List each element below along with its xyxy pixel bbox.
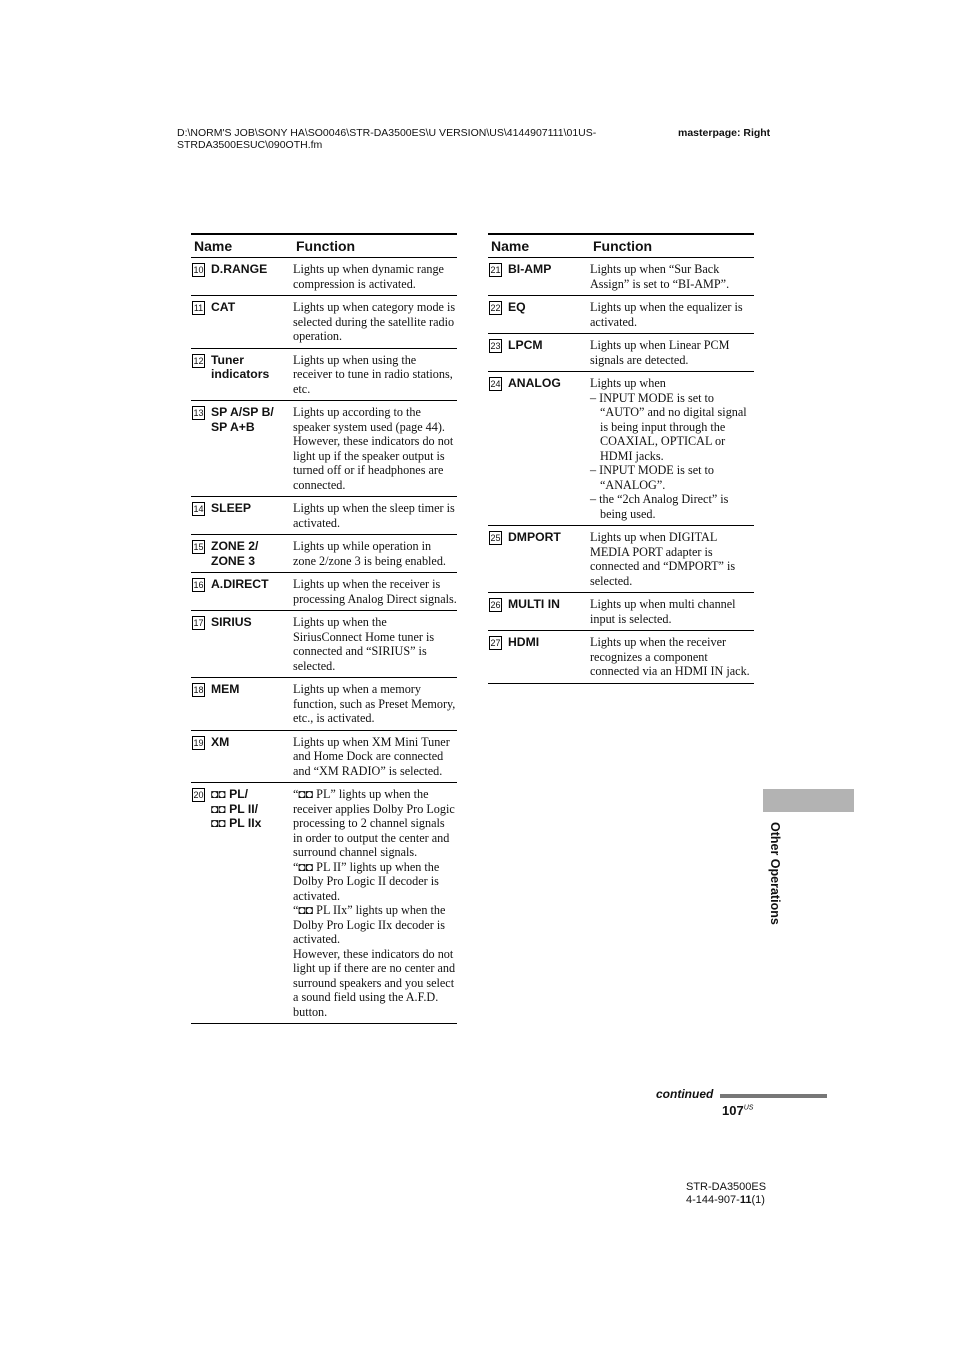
indicator-name: Tuner indicators: [211, 352, 270, 381]
indicator-name-cell: [488, 334, 590, 372]
indicator-name-cell: [191, 296, 293, 349]
item-number-badge: 17: [193, 618, 204, 628]
function-text: “◘◘ PL IIx” lights up when the Dolby Pro Logic IIx decoder is activated.: [293, 903, 446, 946]
item-number-badge: 22: [490, 303, 501, 313]
function-text: Lights up according to the speaker system used (page 44). However, these indicators do not light up if the speaker output is turned off or if headphones are connected.: [293, 405, 454, 492]
indicator-function-cell: [293, 535, 457, 573]
indicator-function-cell: [293, 611, 457, 678]
file-path-line-2: STRDA3500ESUC\090OTH.fm: [177, 139, 323, 151]
function-text: “◘◘ PL II” lights up when the Dolby Pro Logic II decoder is activated.: [293, 859, 440, 903]
function-bullet: – INPUT MODE is set to “AUTO” and no digital signal is being input through the COAXIAL, OPTICAL or HDMI jacks.: [590, 390, 747, 463]
indicator-function-cell: [590, 593, 754, 631]
indicator-name-cell: [191, 730, 293, 783]
indicator-name-cell: [191, 783, 293, 1024]
table-row: [191, 573, 457, 611]
function-text: Lights up when multi channel input is selected.: [590, 597, 736, 626]
indicator-name: LPCM: [508, 338, 543, 352]
table-row: [191, 783, 457, 1024]
table-row: [488, 526, 754, 593]
indicator-function-cell: [590, 334, 754, 372]
indicator-name: SP A/SP B/ SP A+B: [211, 405, 274, 434]
indicator-function-cell: [293, 678, 457, 731]
function-bullet: – the “2ch Analog Direct” is being used.: [590, 492, 729, 521]
indicator-function-cell: [293, 573, 457, 611]
function-text: Lights up when DIGITAL MEDIA PORT adapter is connected and “DMPORT” is selected.: [590, 530, 736, 588]
table-row: [488, 334, 754, 372]
indicator-name: HDMI: [508, 635, 540, 649]
indicator-name-cell: [488, 593, 590, 631]
masterpage-label: masterpage: Right: [678, 127, 771, 139]
item-number-badge: 16: [193, 580, 204, 590]
table-row: [191, 258, 457, 296]
column-header-function: Function: [293, 234, 457, 258]
continued-label: continued: [656, 1087, 714, 1101]
footer-code-bold: 11: [739, 1193, 752, 1206]
indicator-name: A.DIRECT: [211, 577, 269, 591]
item-number-badge: 20: [193, 790, 204, 800]
item-number-badge: 24: [490, 379, 501, 389]
function-text: Lights up while operation in zone 2/zone 3 is being enabled.: [293, 539, 446, 568]
item-number-badge: 25: [490, 533, 501, 543]
section-tab-bar: [763, 789, 854, 812]
indicator-name-cell: [488, 372, 590, 526]
item-number-badge: 10: [193, 265, 204, 275]
indicator-name-cell: [191, 497, 293, 535]
indicator-name-cell: [191, 573, 293, 611]
item-number-badge: 27: [490, 638, 501, 648]
indicator-function-cell: [293, 497, 457, 535]
indicator-name-cell: [191, 611, 293, 678]
indicator-name: BI-AMP: [508, 262, 552, 276]
table-row: [488, 372, 754, 526]
column-header-function: Function: [590, 234, 754, 258]
indicator-name: CAT: [211, 300, 236, 314]
indicator-function-cell: [293, 348, 457, 401]
function-text: Lights up when category mode is selected during the satellite radio operation.: [293, 300, 456, 343]
item-number-badge: 12: [193, 355, 204, 366]
function-text: Lights up when “Sur Back Assign” is set to “BI-AMP”.: [590, 262, 730, 291]
function-text: Lights up when using the receiver to tune in radio stations, etc.: [293, 352, 453, 396]
item-number-badge: 14: [193, 504, 204, 514]
indicator-name: SIRIUS: [211, 615, 252, 629]
footer-code-prefix: 4-144-907-: [686, 1193, 740, 1206]
footer-model: STR-DA3500ES: [686, 1181, 767, 1193]
function-text: Lights up when Linear PCM signals are detected.: [590, 338, 730, 367]
function-text: “◘◘ PL” lights up when the receiver applies Dolby Pro Logic processing to 2 channel signals in order to output the center and surround channel signals.: [293, 787, 455, 859]
column-header-name: Name: [488, 234, 590, 258]
footer-code: [686, 1194, 766, 1207]
table-row: [191, 611, 457, 678]
indicator-name-cell: [488, 631, 590, 684]
indicator-name: ◘◘ PL/ ◘◘ PL II/ ◘◘ PL IIx: [211, 787, 262, 830]
indicator-function-cell: [590, 372, 754, 526]
function-text: Lights up when the equalizer is activated.: [590, 300, 743, 329]
indicator-function-cell: [590, 631, 754, 684]
table-row: [488, 296, 754, 334]
function-text: However, these indicators do not light up if there are no center and surround speakers and you select a sound field using the A.F.D. button.: [293, 946, 456, 1019]
table-header-row: [488, 234, 754, 258]
function-text: Lights up when the SiriusConnect Home tuner is connected and “SIRIUS” is selected.: [293, 615, 435, 673]
function-text: Lights up when the receiver recognizes a component connected via an HDMI IN jack.: [590, 635, 750, 678]
indicator-table-right: [488, 233, 754, 684]
indicator-name-cell: [488, 296, 590, 334]
table-row: [191, 730, 457, 783]
indicator-table-left: [191, 233, 457, 1024]
table-row: [191, 401, 457, 497]
footer-model-info: [686, 1181, 766, 1206]
indicator-name: D.RANGE: [211, 262, 268, 276]
indicator-function-cell: [293, 401, 457, 497]
indicator-name-cell: [191, 401, 293, 497]
table-row: [488, 593, 754, 631]
indicator-function-cell: [590, 526, 754, 593]
table-row: [191, 348, 457, 401]
indicator-function-cell: [590, 296, 754, 334]
indicator-name-cell: [191, 535, 293, 573]
indicator-name-cell: [488, 258, 590, 296]
table-row: [191, 678, 457, 731]
item-number-badge: 18: [193, 685, 204, 695]
item-number-badge: 11: [193, 303, 204, 313]
indicator-name: ANALOG: [508, 376, 561, 390]
item-number-badge: 26: [490, 600, 501, 610]
indicator-function-cell: [293, 730, 457, 783]
function-bullet: – INPUT MODE is set to “ANALOG”.: [590, 463, 715, 492]
page-number-suffix: US: [743, 1104, 754, 1112]
file-path-header: [177, 127, 596, 151]
indicator-function-cell: [293, 783, 457, 1024]
table-row: [488, 631, 754, 684]
indicator-function-cell: [293, 258, 457, 296]
function-text: Lights up when a memory function, such as Preset Memory, etc., is activated.: [293, 682, 456, 725]
footer-code-suffix: (1): [751, 1193, 765, 1206]
indicator-name: EQ: [508, 300, 526, 314]
indicator-name: ZONE 2/ ZONE 3: [211, 539, 259, 568]
indicator-name: MEM: [211, 682, 240, 696]
table-row: [191, 535, 457, 573]
item-number-badge: 19: [193, 737, 204, 748]
indicator-name-cell: [191, 678, 293, 731]
function-text: Lights up when: [590, 376, 666, 390]
function-text: Lights up when the sleep timer is activated.: [293, 501, 455, 530]
indicator-function-cell: [590, 258, 754, 296]
item-number-badge: 13: [193, 408, 204, 418]
indicator-name: DMPORT: [508, 530, 561, 544]
section-tab-label: Other Operations: [768, 822, 782, 925]
table-row: [191, 497, 457, 535]
function-text: Lights up when XM Mini Tuner and Home Dock are connected and “XM RADIO” is selected.: [293, 734, 450, 778]
table-header-row: [191, 234, 457, 258]
continued-rule: [720, 1094, 827, 1098]
indicator-name-cell: [488, 526, 590, 593]
function-text: Lights up when the receiver is processing Analog Direct signals.: [293, 577, 457, 606]
indicator-name-cell: [191, 258, 293, 296]
item-number-badge: 15: [193, 542, 204, 552]
indicator-name-cell: [191, 348, 293, 401]
indicator-function-cell: [293, 296, 457, 349]
table-row: [488, 258, 754, 296]
indicator-name: MULTI IN: [508, 597, 560, 611]
page-number: [722, 1103, 753, 1118]
item-number-badge: 21: [490, 265, 501, 275]
function-text: Lights up when dynamic range compression is activated.: [293, 262, 444, 291]
item-number-badge: 23: [490, 341, 501, 351]
table-row: [191, 296, 457, 349]
page-number-value: 107: [722, 1103, 744, 1118]
file-path-line-1: D:\NORM'S JOB\SONY HA\SO0046\STR-DA3500ES\U VERSION\US\4144907111\01US-: [177, 127, 597, 139]
indicator-name: SLEEP: [211, 501, 251, 515]
indicator-name: XM: [211, 734, 230, 749]
column-header-name: Name: [191, 234, 293, 258]
